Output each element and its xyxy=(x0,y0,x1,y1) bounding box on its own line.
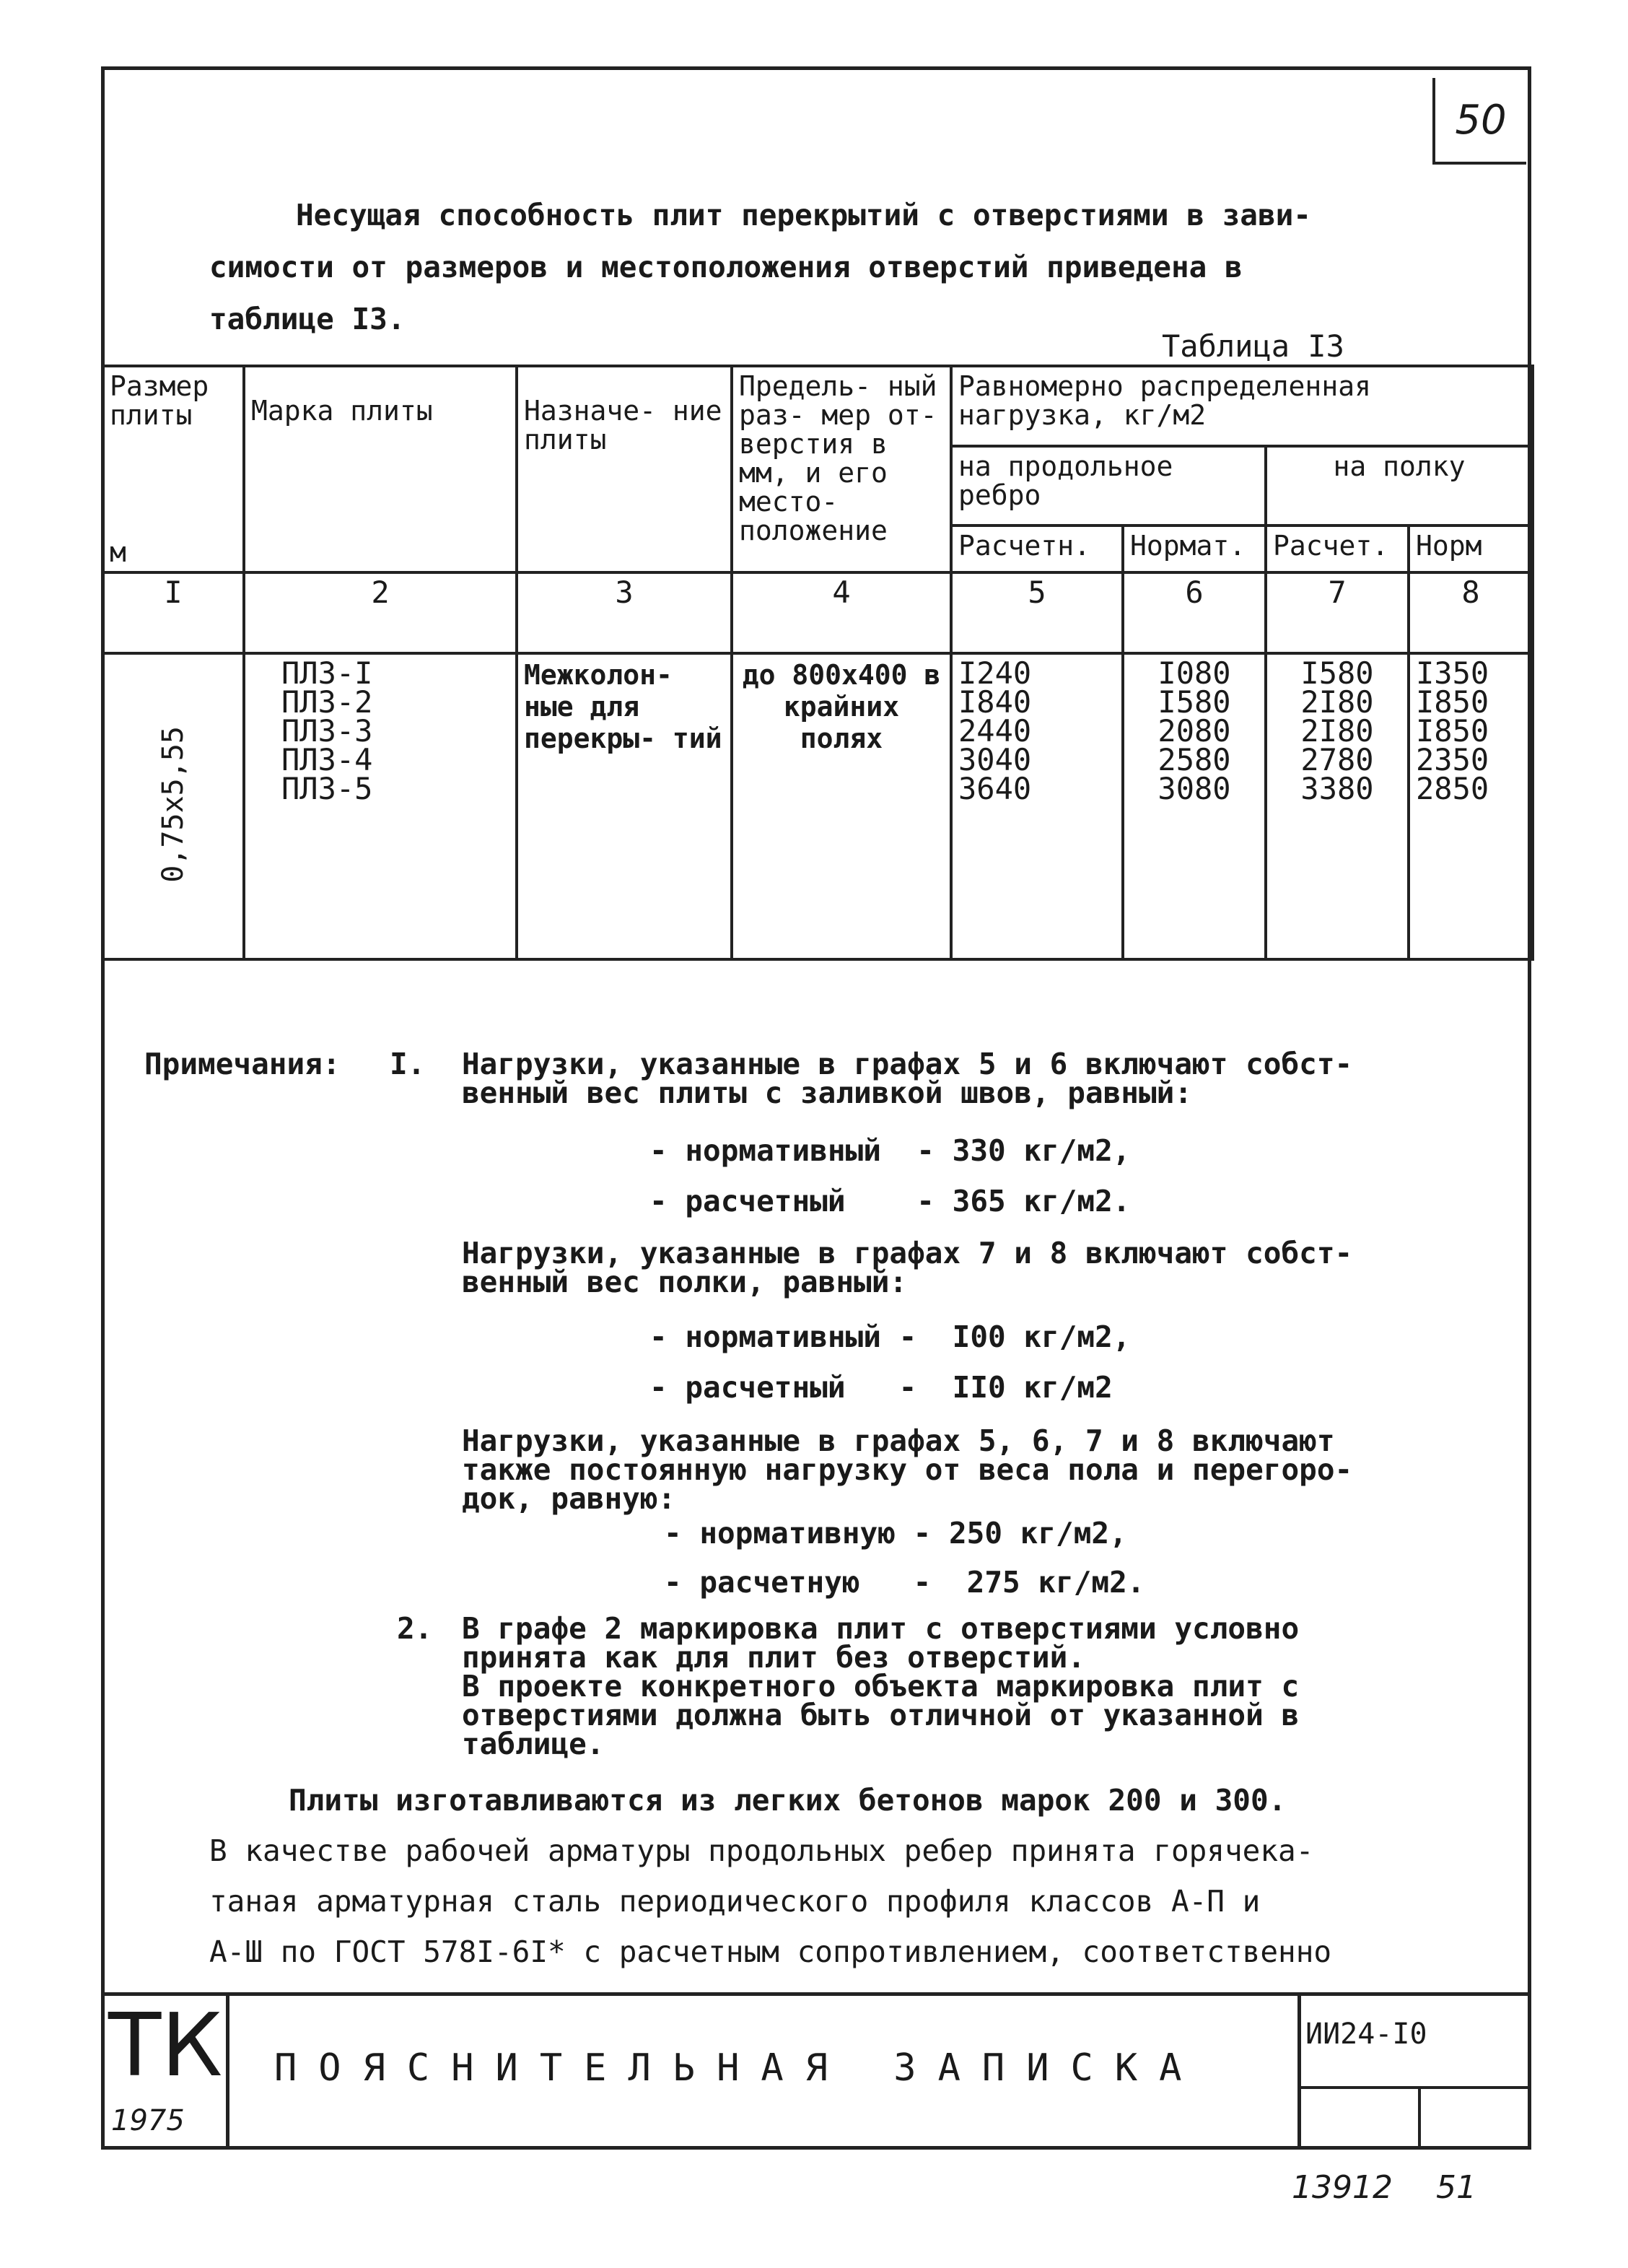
value-cell: I580 xyxy=(1300,655,1374,691)
body-line: таная арматурная сталь периодического профиля классов А-П и xyxy=(209,1884,1261,1919)
value-cell: I850 xyxy=(1416,684,1489,720)
note-1-number: I. xyxy=(390,1047,426,1081)
header-rib-group: на продольное ребро xyxy=(951,446,1266,526)
body-line: В качестве рабочей арматуры продольных ребер принята горячека- xyxy=(209,1833,1314,1868)
table-caption: Таблица I3 xyxy=(1162,328,1344,364)
body-line: А-Ш по ГОСТ 578I-6I* с расчетным сопротивлением, соответственно xyxy=(209,1935,1332,1969)
mark-item: ПЛЗ-4 xyxy=(281,742,373,777)
header-mark: Марка плиты xyxy=(244,366,517,572)
mark-item: ПЛЗ-I xyxy=(281,655,373,691)
size-value: 0,75x5,55 xyxy=(157,725,190,883)
value-cell: 2080 xyxy=(1157,713,1231,749)
note-line: Нагрузки, указанные в графах 5 и 6 включают собст- xyxy=(462,1047,1353,1081)
header-size xyxy=(102,366,244,572)
cell-col5 xyxy=(951,653,1123,959)
value-cell: I850 xyxy=(1416,713,1489,749)
value-cell: 2440 xyxy=(958,713,1032,749)
note-line: таблице. xyxy=(462,1727,605,1761)
mark-item: ПЛЗ-2 xyxy=(281,684,373,720)
header-col6: Нормат. xyxy=(1123,525,1266,572)
col-number-3: 3 xyxy=(517,572,732,653)
cell-hole: до 800x400 в крайних полях xyxy=(732,653,951,959)
mark-item: ПЛЗ-3 xyxy=(281,713,373,749)
col-number-4: 4 xyxy=(732,572,951,653)
header-col5: Расчетн. xyxy=(951,525,1123,572)
code-box-divider xyxy=(1418,2086,1421,2150)
value-cell: 2580 xyxy=(1157,742,1231,777)
intro-line-3: таблице I3. xyxy=(209,302,406,336)
col-number-6: 6 xyxy=(1123,572,1266,653)
tk-logo: ТК xyxy=(108,1996,223,2096)
col-number-2: 2 xyxy=(244,572,517,653)
header-hole: Предель- ный раз- мер от- верстия в мм, и его место- положение xyxy=(732,366,951,572)
body-line: Плиты изготавливаются из легких бетонов марок 200 и 300. xyxy=(289,1783,1287,1818)
page-number: 50 xyxy=(1432,78,1526,165)
document-title: ПОЯСНИТЕЛЬНАЯ ЗАПИСКА xyxy=(274,2046,1204,2090)
document-code: ИИ24-I0 xyxy=(1305,2018,1427,2051)
value-cell: I350 xyxy=(1416,655,1489,691)
value-cell: 3640 xyxy=(958,771,1032,806)
note-line: - нормативный - I00 кг/м2, xyxy=(649,1320,1131,1354)
note-line: венный вес полки, равный: xyxy=(462,1265,908,1299)
intro-line-1: Несущая способность плит перекрытий с отверстиями в зави- xyxy=(296,198,1311,232)
note-line: В проекте конкретного объекта маркировка плит с xyxy=(462,1669,1300,1704)
note-line: - расчетную - 275 кг/м2. xyxy=(664,1565,1145,1600)
inventory-number: 13912 xyxy=(1292,2169,1393,2206)
mark-item: ПЛЗ-5 xyxy=(281,771,373,806)
value-cell: 2850 xyxy=(1416,771,1489,806)
header-load-group: Равномерно распределенная нагрузка, кг/м2 xyxy=(951,366,1533,446)
notes-label: Примечания: xyxy=(144,1047,341,1081)
col-number-5: 5 xyxy=(951,572,1123,653)
note-line: - расчетный - II0 кг/м2 xyxy=(649,1370,1113,1405)
note-line: также постоянную нагрузку от веса пола и перегоро- xyxy=(462,1452,1353,1487)
header-col7: Расчет. xyxy=(1266,525,1409,572)
header-col8: Норм xyxy=(1409,525,1533,572)
code-box xyxy=(1297,1996,1531,2150)
value-cell: 2350 xyxy=(1416,742,1489,777)
value-cell: I580 xyxy=(1157,684,1231,720)
load-table xyxy=(101,365,1534,961)
value-cell: I840 xyxy=(958,684,1032,720)
cell-purpose: Межколон- ные для перекры- тий xyxy=(517,653,732,959)
note-line: Нагрузки, указанные в графах 7 и 8 включают собст- xyxy=(462,1236,1353,1270)
col-number-7: 7 xyxy=(1266,572,1409,653)
note-line: Нагрузки, указанные в графах 5, 6, 7 и 8 включают xyxy=(462,1423,1335,1458)
cell-col6 xyxy=(1123,653,1266,959)
value-cell: 3040 xyxy=(958,742,1032,777)
value-cell: I080 xyxy=(1157,655,1231,691)
intro-line-2: симости от размеров и местоположения отверстий приведена в xyxy=(209,250,1243,284)
header-purpose: Назначе- ние плиты xyxy=(517,366,732,572)
cell-marks xyxy=(244,653,517,959)
note-line: - расчетный - 365 кг/м2. xyxy=(649,1184,1131,1218)
intro-paragraph xyxy=(209,189,1494,345)
sheet-number: 51 xyxy=(1436,2169,1476,2206)
note-line: принята как для плит без отверстий. xyxy=(462,1640,1085,1675)
note-line: венный вес плиты с заливкой швов, равный: xyxy=(462,1076,1193,1110)
value-cell: 3380 xyxy=(1300,771,1374,806)
header-size-label: Размер плиты xyxy=(110,370,209,431)
note-line: - нормативную - 250 кг/м2, xyxy=(664,1516,1127,1550)
note-line: - нормативный - 330 кг/м2, xyxy=(649,1133,1131,1168)
col-number-8: 8 xyxy=(1409,572,1533,653)
tk-year: 1975 xyxy=(111,2104,185,2137)
tk-stamp xyxy=(101,1996,229,2150)
value-cell: 2780 xyxy=(1300,742,1374,777)
value-cell: 3080 xyxy=(1157,771,1231,806)
note-line: док, равную: xyxy=(462,1481,676,1516)
cell-size xyxy=(102,653,244,959)
value-cell: 2I80 xyxy=(1300,684,1374,720)
note-2-number: 2. xyxy=(397,1611,433,1646)
cell-col8 xyxy=(1409,653,1533,959)
note-line: отверстиями должна быть отличной от указанной в xyxy=(462,1698,1300,1732)
value-cell: I240 xyxy=(958,655,1032,691)
note-line: В графе 2 маркировка плит с отверстиями условно xyxy=(462,1611,1300,1646)
header-size-unit: м xyxy=(110,536,126,568)
col-number-1: I xyxy=(102,572,244,653)
title-block xyxy=(101,1992,1531,2150)
header-shelf-group: на полку xyxy=(1266,446,1533,526)
value-cell: 2I80 xyxy=(1300,713,1374,749)
code-box-divider xyxy=(1301,2086,1531,2089)
cell-col7 xyxy=(1266,653,1409,959)
